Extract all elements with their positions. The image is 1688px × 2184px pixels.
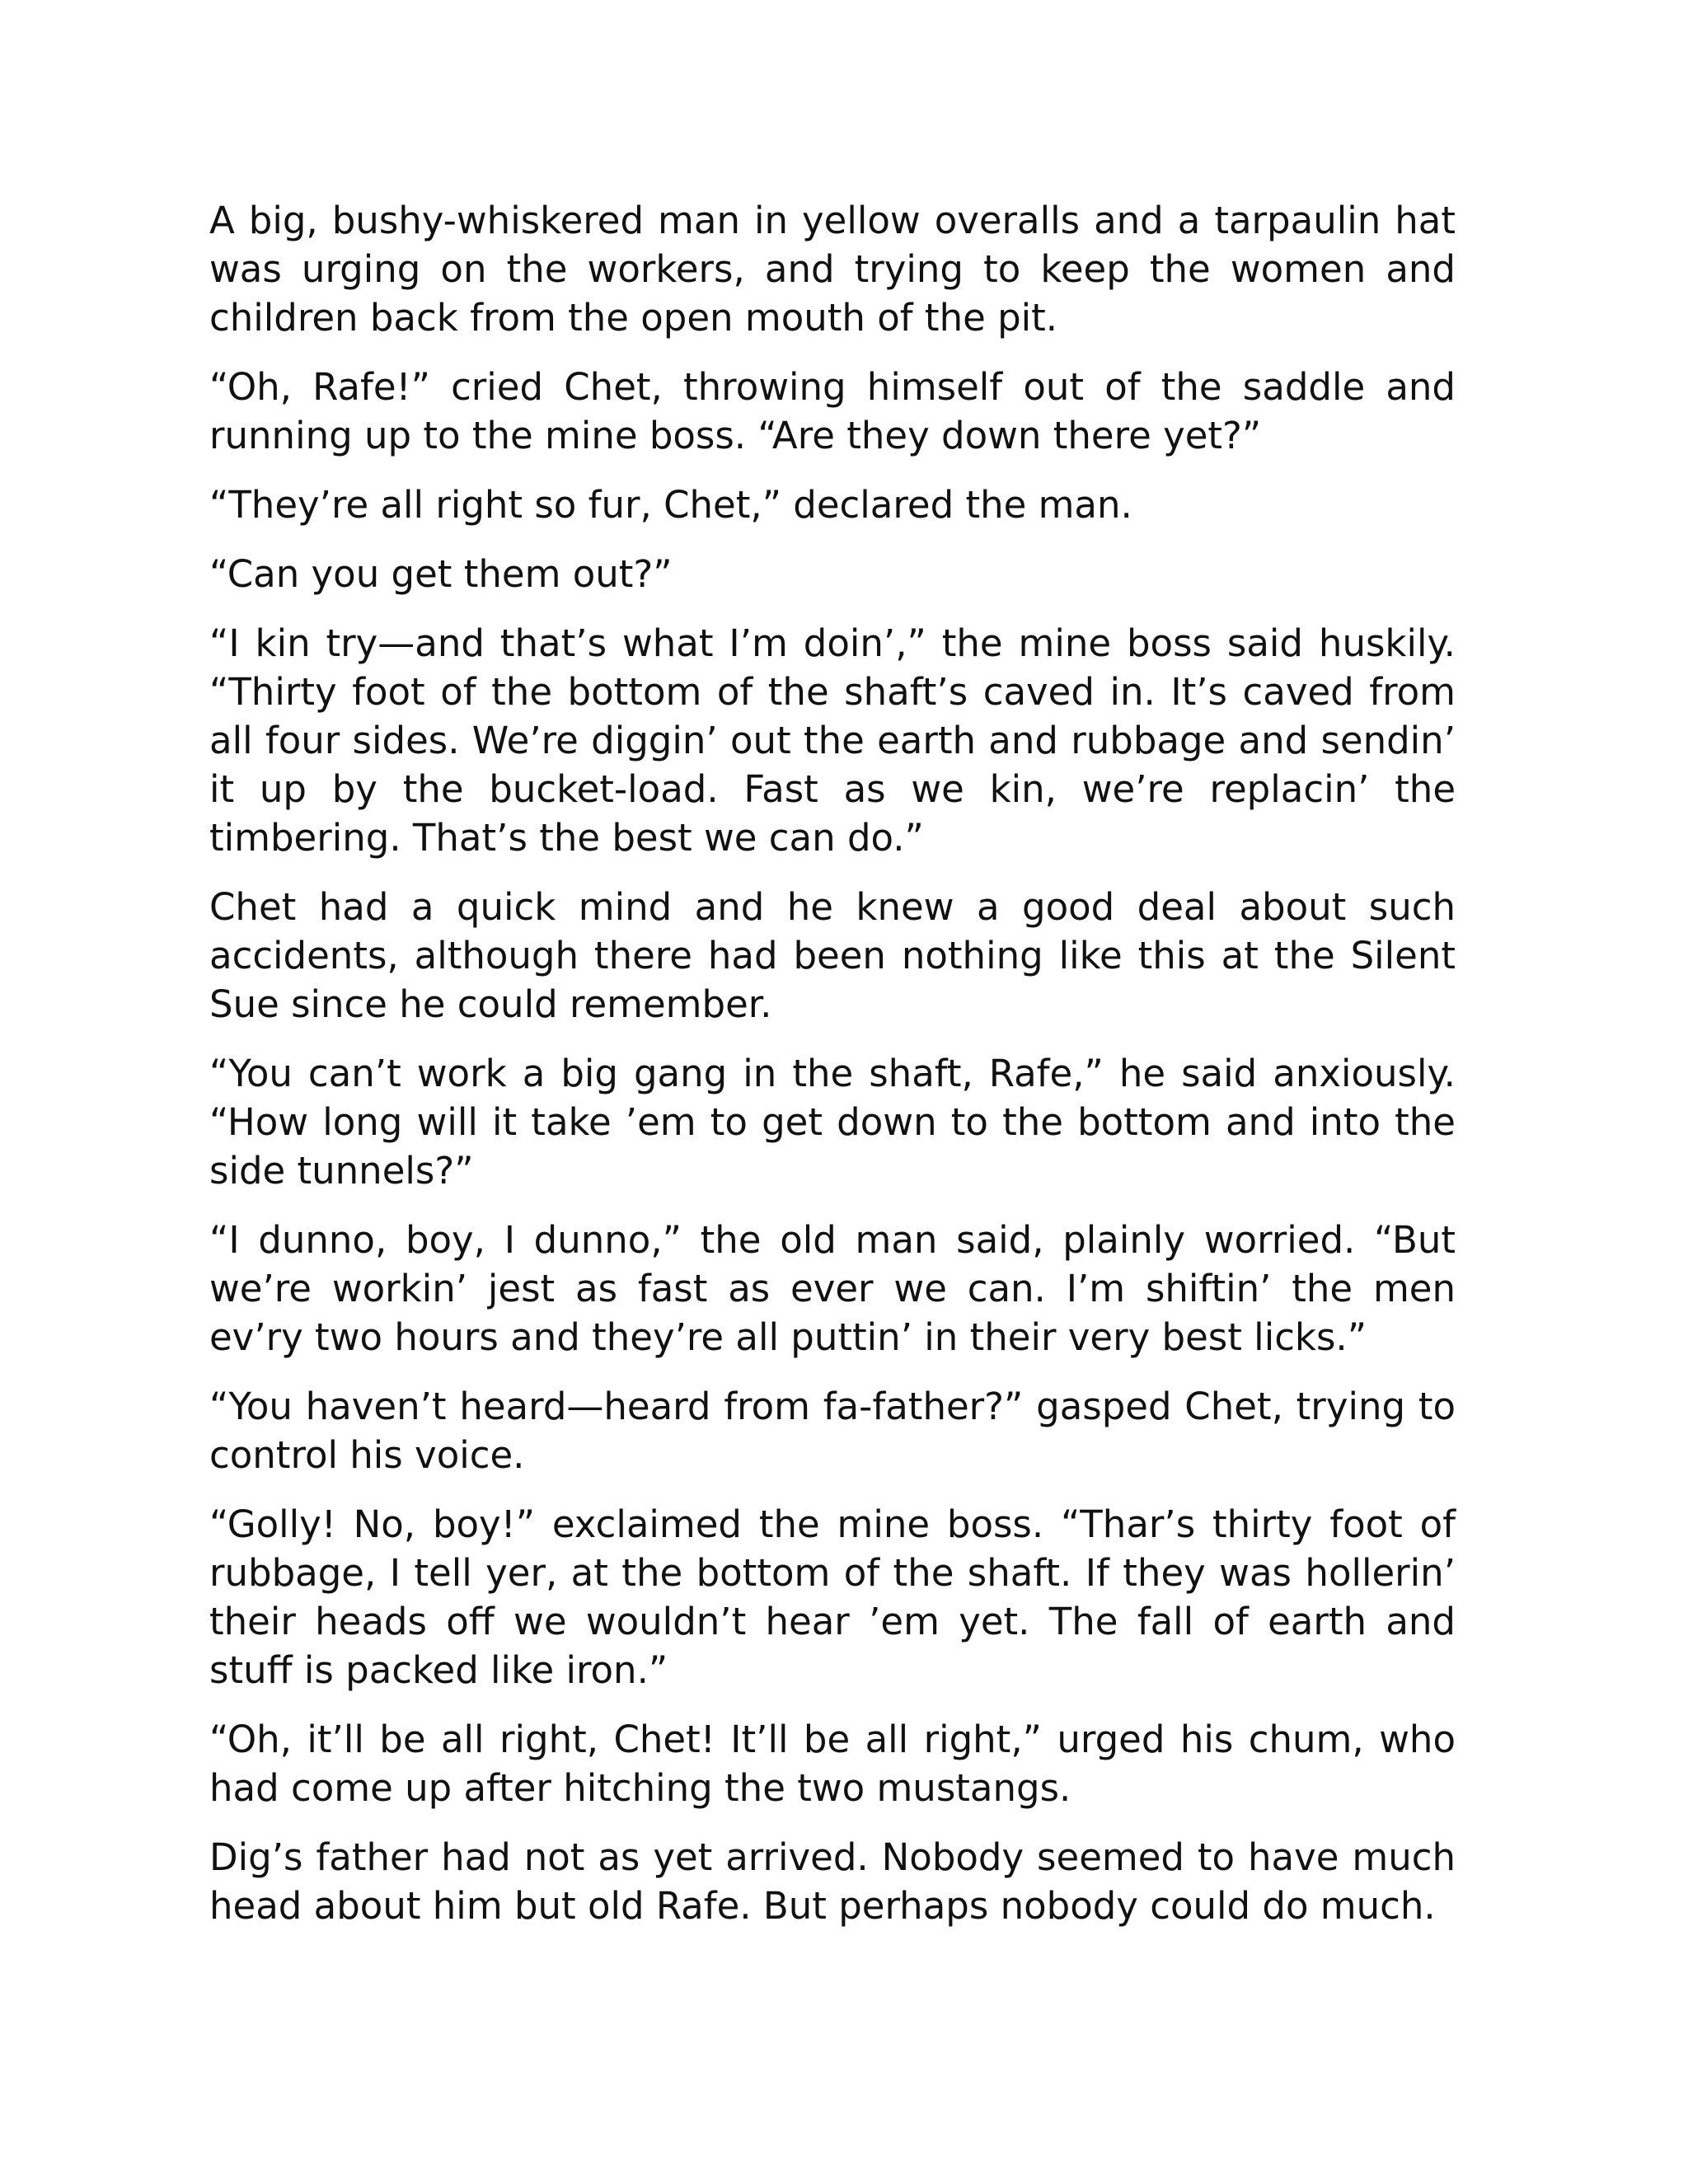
paragraph: “Golly! No, boy!” exclaimed the mine boss. “Thar’s thirty foot of rubbage, I tell yer, at the bottom of the shaft. If they was hollerin’ their heads off we wouldn’t hear ’em yet. The fall of earth and stuff is packed like iron.”	[209, 1502, 1456, 1692]
paragraph: A big, bushy-whiskered man in yellow overalls and a tarpaulin hat was urging on the workers, and trying to keep the women and children back from the open mouth of the pit.	[209, 199, 1456, 340]
paragraph: Dig’s father had not as yet arrived. Nobody seemed to have much head about him but old Rafe. But perhaps nobody could do much.	[209, 1835, 1456, 1928]
paragraph: “I dunno, boy, I dunno,” the old man said, plainly worried. “But we’re workin’ jest as fast as ever we can. I’m shiftin’ the men ev’ry two hours and they’re all puttin’ in their very best licks.”	[209, 1218, 1456, 1359]
paragraph: “I kin try—and that’s what I’m doin’,” the mine boss said huskily. “Thirty foot of the bottom of the shaft’s caved in. It’s caved from all four sides. We’re diggin’ out the earth and rubbage and sendin’ it up by the bucket-load. Fast as we kin, we’re replacin’ the timbering. That’s the best we can do.”	[209, 621, 1456, 860]
paragraph: “Oh, it’ll be all right, Chet! It’ll be all right,” urged his chum, who had come up after hitching the two mustangs.	[209, 1718, 1456, 1810]
paragraph: “Oh, Rafe!” cried Chet, throwing himself out of the saddle and running up to the mine boss. “Are they down there yet?”	[209, 365, 1456, 457]
paragraph: “They’re all right so fur, Chet,” declared the man.	[209, 483, 1132, 527]
body-text	[209, 196, 1456, 1951]
paragraph: Chet had a quick mind and he knew a good deal about such accidents, although there had been nothing like this at the Silent Sue since he could remember.	[209, 885, 1456, 1026]
paragraph: “You haven’t heard—heard from fa-father?” gasped Chet, trying to control his voice.	[209, 1385, 1456, 1477]
paragraph: “Can you get them out?”	[209, 552, 673, 596]
paragraph: “You can’t work a big gang in the shaft, Rafe,” he said anxiously. “How long will it take ’em to get down to the bottom and into the side tunnels?”	[209, 1052, 1456, 1193]
